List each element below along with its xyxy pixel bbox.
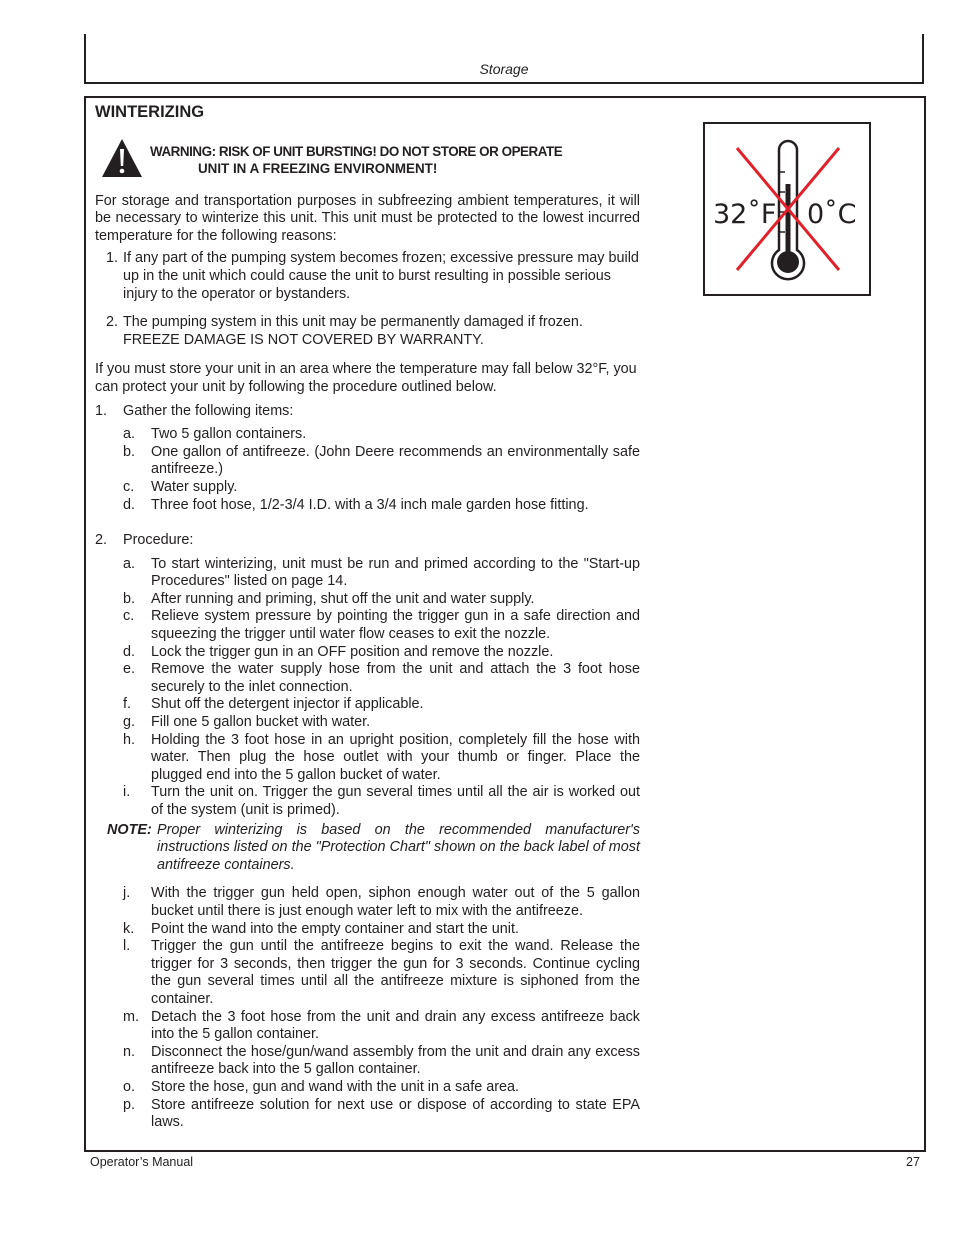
list-item <box>95 479 640 497</box>
warning-text-line2: UNIT IN A FREEZING ENVIRONMENT! <box>198 160 438 176</box>
list-item-text: Three foot hose, 1/2-3/4 I.D. with a 3/4 inch male garden hose fitting. <box>151 496 589 513</box>
list-item <box>95 444 640 479</box>
list-item-text: Trigger the gun until the antifreeze begins to exit the wand. Release the trigger for 3 seconds, then trigger the gun for 3 seconds. Continue cycling the gun several times until all the antifreeze mixture is siphoned from the container. <box>151 938 640 1007</box>
list-item-letter: j. <box>123 885 131 902</box>
footer-page-number: 27 <box>906 1155 920 1169</box>
list-item <box>95 1044 640 1079</box>
step-title: Procedure: <box>123 532 194 549</box>
list-item-letter: m. <box>123 1008 139 1025</box>
list-item <box>95 1097 640 1132</box>
list-item-letter: e. <box>123 661 136 678</box>
list-item-text: Shut off the detergent injector if applicable. <box>151 696 424 713</box>
list-item-text: Store the hose, gun and wand with the unit in a safe area. <box>151 1078 520 1095</box>
list-item-letter: b. <box>123 590 136 607</box>
list-item-text: Disconnect the hose/gun/wand assembly from the unit and drain any excess antifreeze back into the 5 gallon container. <box>151 1043 640 1078</box>
list-item-letter: c. <box>123 478 135 495</box>
list-item-text: Relieve system pressure by pointing the trigger gun in a safe direction and squeezing the trigger until water flow ceases to exit the nozzle. <box>151 608 640 643</box>
list-item <box>95 921 640 939</box>
list-item <box>95 938 640 1008</box>
list-item-letter: o. <box>123 1078 136 1095</box>
list-item <box>95 608 640 643</box>
reason-item <box>95 250 640 303</box>
note-label: NOTE: <box>107 821 152 838</box>
procedure-items-list <box>95 556 640 820</box>
list-item-letter: l. <box>123 938 131 955</box>
procedure-items-list-continued <box>95 885 640 1131</box>
list-item <box>95 714 640 732</box>
list-item-letter: k. <box>123 920 135 937</box>
reason-number: 1. <box>106 250 119 267</box>
footer-manual-title: Operator’s Manual <box>90 1155 194 1169</box>
list-item <box>95 1079 640 1097</box>
list-item-text: One gallon of antifreeze. (John Deere recommends an environmentally safe antifreeze.) <box>151 443 640 478</box>
note-text: Proper winterizing is based on the recommended manufacturer's instructions listed on the "Protection Chart" shown on the back label of most antifreeze containers. <box>157 821 640 873</box>
list-item <box>95 696 640 714</box>
step-title: Gather the following items: <box>123 402 294 419</box>
list-item <box>95 591 640 609</box>
step-number: 2. <box>95 532 108 549</box>
list-item-text: Holding the 3 foot hose in an upright position, completely fill the hose with water. Then plug the hose outlet with your thumb or finger. Place the plugged end into the 5 gallon bucket of water. <box>151 731 640 783</box>
list-item-letter: b. <box>123 443 136 460</box>
list-item-letter: a. <box>123 555 136 572</box>
list-item-letter: n. <box>123 1043 136 1060</box>
list-item-letter: i. <box>123 784 131 801</box>
steps-intro-paragraph: If you must store your unit in an area where the temperature may fall below 32°F, you can protect your unit by following the procedure outlined below. <box>95 361 637 395</box>
list-item-text: Water supply. <box>151 478 238 495</box>
warning-triangle-icon <box>101 138 143 178</box>
section-title: Storage <box>479 61 529 77</box>
step-gather <box>95 403 640 421</box>
thermometer-crossed-icon <box>703 122 871 296</box>
celsius-label: 0˚C <box>807 199 857 230</box>
reason-text: If any part of the pumping system becomes frozen; excessive pressure may build up in the unit which could cause the unit to burst resulting in possible serious injury to the operator or bystanders. <box>123 250 639 302</box>
list-item-letter: p. <box>123 1096 136 1113</box>
list-item-letter: f. <box>123 696 131 713</box>
step-number: 1. <box>95 402 108 419</box>
warning-text-line1: WARNING: RISK OF UNIT BURSTING! DO NOT STORE OR OPERATE <box>150 143 563 159</box>
header-rule-bottom <box>84 82 924 84</box>
list-item-text: Detach the 3 foot hose from the unit and drain any excess antifreeze back into the 5 gallon container. <box>151 1008 640 1043</box>
list-item <box>95 732 640 785</box>
list-item <box>95 1009 640 1044</box>
list-item-text: Lock the trigger gun in an OFF position and remove the nozzle. <box>151 643 554 660</box>
list-item-letter: d. <box>123 643 136 660</box>
intro-paragraph: For storage and transportation purposes in subfreezing ambient temperatures, it will be necessary to winterize this unit. This unit must be protected to the lowest incurred temperature for the following reasons: <box>95 192 640 244</box>
list-item-text: With the trigger gun held open, siphon enough water out of the 5 gallon bucket until there is just enough water left to mix with the antifreeze. <box>151 885 640 919</box>
list-item <box>95 885 640 920</box>
main-content <box>95 104 640 1132</box>
list-item <box>95 556 640 591</box>
list-item-text: Two 5 gallon containers. <box>151 426 307 443</box>
list-item-text: Fill one 5 gallon bucket with water. <box>151 714 371 731</box>
reason-item <box>95 314 640 349</box>
list-item <box>95 497 640 515</box>
reason-text: The pumping system in this unit may be permanently damaged if frozen. FREEZE DAMAGE IS NOT COVERED BY WARRANTY. <box>123 314 583 348</box>
list-item <box>95 644 640 662</box>
list-item-text: After running and priming, shut off the unit and water supply. <box>151 590 535 607</box>
gather-items-list <box>95 426 640 514</box>
page-heading: WINTERIZING <box>95 103 205 121</box>
list-item <box>95 426 640 444</box>
reason-number: 2. <box>106 314 119 331</box>
list-item-text: Store antifreeze solution for next use or dispose of according to state EPA laws. <box>151 1096 640 1131</box>
list-item-letter: c. <box>123 608 135 625</box>
warning-block <box>95 138 640 188</box>
list-item-text: Remove the water supply hose from the unit and attach the 3 foot hose securely to the inlet connection. <box>151 661 640 695</box>
list-item-letter: a. <box>123 426 136 443</box>
fahrenheit-label: 32˚F <box>713 199 777 230</box>
list-item <box>95 661 640 696</box>
list-item-letter: h. <box>123 731 136 748</box>
step-procedure <box>95 532 640 550</box>
list-item-letter: d. <box>123 496 136 513</box>
list-item-text: Turn the unit on. Trigger the gun several times until all the air is worked out of the system (unit is primed). <box>151 784 640 818</box>
list-item <box>95 784 640 819</box>
list-item-text: Point the wand into the empty container and start the unit. <box>151 920 519 937</box>
list-item-text: To start winterizing, unit must be run and primed according to the "Start-up Procedures" listed on page 14. <box>151 555 640 590</box>
note-block <box>95 822 640 875</box>
list-item-letter: g. <box>123 714 136 731</box>
